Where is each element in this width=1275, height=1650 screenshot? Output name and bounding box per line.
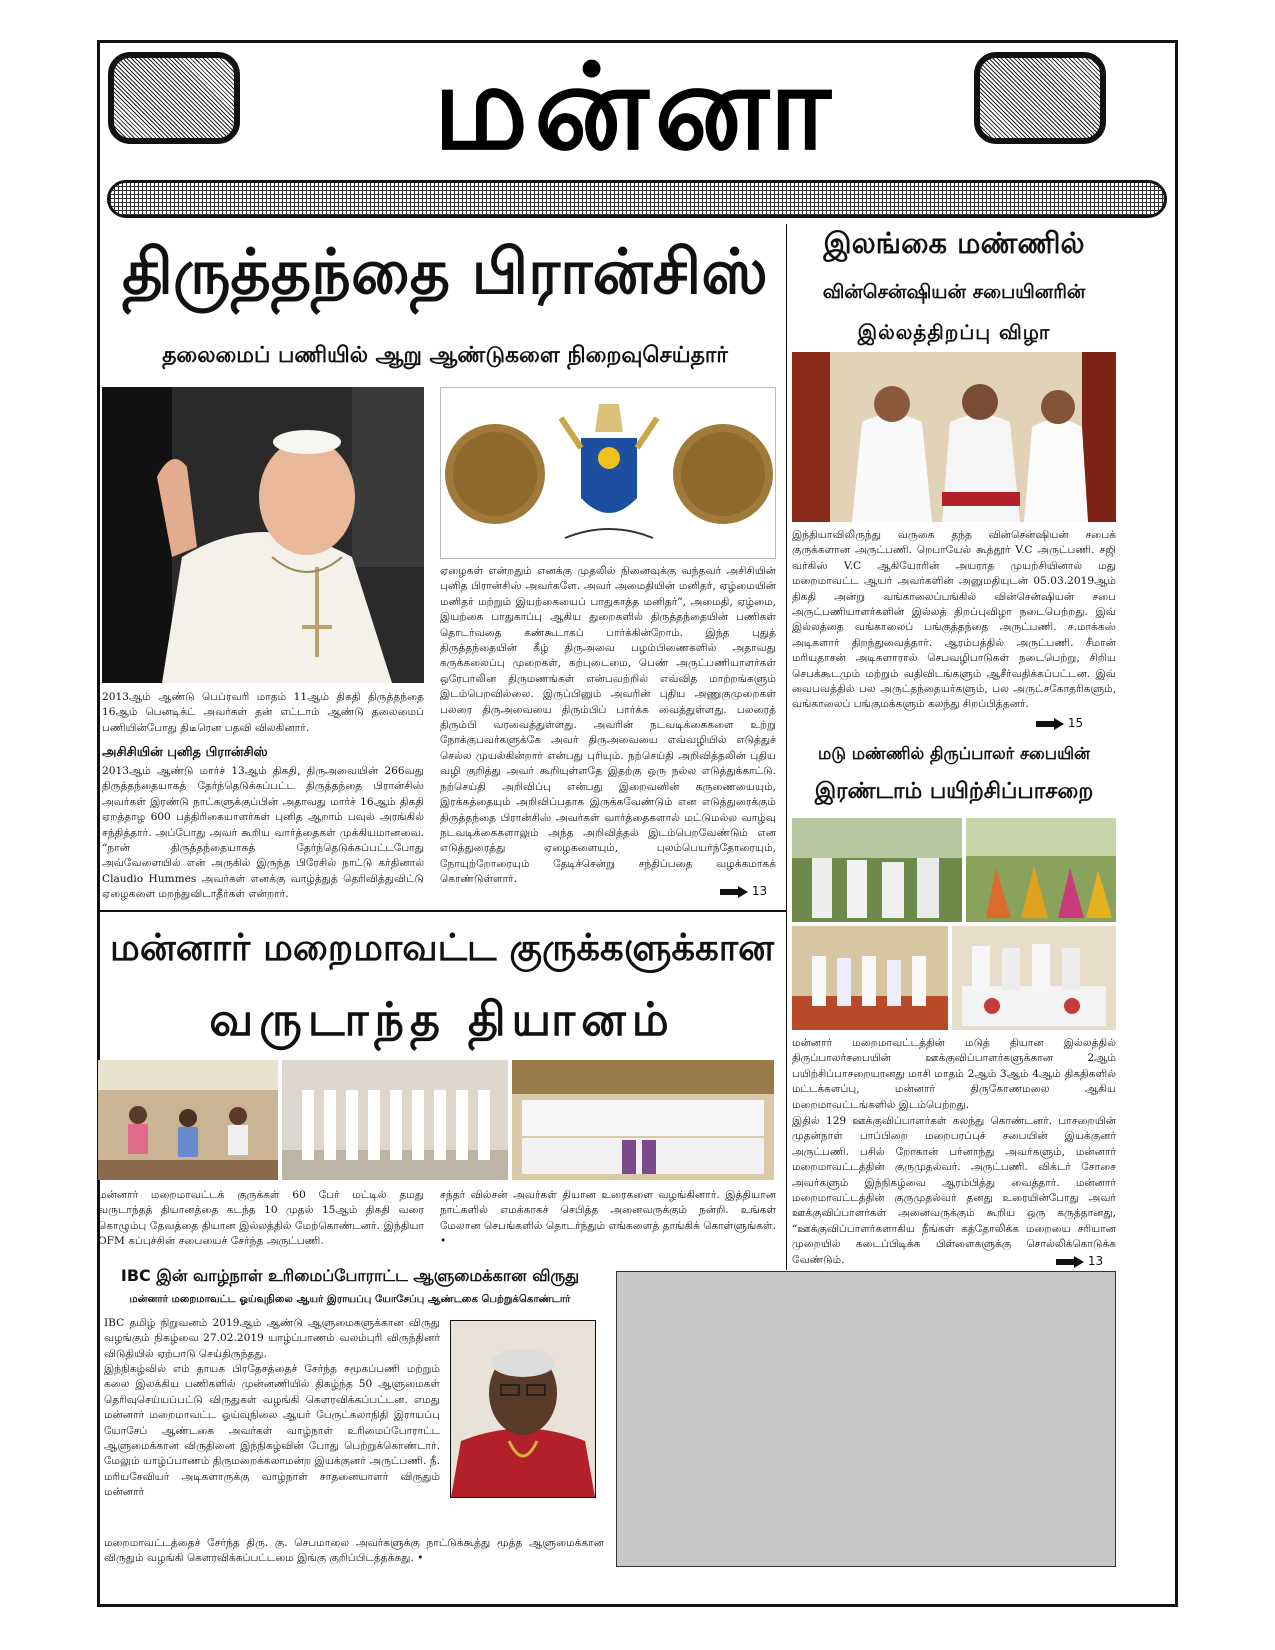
retreat-paragraph-2: சந்தர் வில்சன் அவர்கள் தியான உரைகளை வழங்கினார். இத்தியான நாட்களில் எமக்காகச் செபித்த அனைவருக்கும் நன்றி. உங்கள் மேலான செபங்களில் தொடர்ந்தும் எங்களைத் தாங்கிக் கொள்ளுங்கள். • bbox=[440, 1189, 776, 1248]
section-rule-retreat bbox=[97, 910, 787, 912]
madhu-photo-3 bbox=[792, 926, 948, 1030]
ibc-paragraph-2: இந்நிகழ்வில் எம் தாயக பிரதேசத்தைச் சேர்ந்த சமூகப்பணி மற்றும் கலை இலக்கிய பணிகளில் முன்னணியில் திகழ்ந்த 50 ஆளுமைகள் தெரிவுசெய்யப்பட்டு விருதுகள் வழங்கி கௌரவிக்கப்பட்டன. எமது மன்னார் மறைமாவட்ட ஓய்வுநிலை ஆயர் பேருட்கலாநிதி இராயப்பு யோசேப் ஆண்டகை அவர்கள் வாழ்நாள் உரிமைப்போராட்ட ஆளுமைக்கான விருதினை இந்நிகழ்வின் போது பெற்றுக்கொண்டார். மேலும் யாழ்ப்பாணம் திருமறைக்கலாமன்ற இயக்குனர் அருட்பணி. நீ. மரியசேவியர் அடிகளாருக்கு வாழ்நாள் சாதனையாளர் விருதும் மன்னார் bbox=[104, 1363, 440, 1499]
madhu-continued-page: 13 bbox=[1087, 1254, 1104, 1268]
retreat-headline-2: வருடாந்த தியானம் bbox=[209, 992, 675, 1046]
continue-arrow-icon bbox=[720, 886, 748, 898]
lead-subheadline: தலைமைப் பணியில் ஆறு ஆண்டுகளை நிறைவுசெய்தார் bbox=[162, 343, 728, 368]
masthead-grid-band bbox=[107, 180, 1167, 218]
madhu-paragraph-2: இதில் 129 ஊக்குவிப்பாளர்கள் கலந்து கொண்டனர். பாசறையின் முதன்நாள் பாப்பிறை மறைபரப்புச் சபையின் இயக்குனர் அருட்பணி. பசில் றோகான் பர்னாந்து அவர்களும், மன்னார் மறைமாவட்டத்தின் குருமுதல்வர். அருட்பணி. விக்டர் சோசை அவர்களும் இந்நிகழ்வை ஆரம்பித்து வைத்தார். மன்னார் மறைமாவட்டத்தின் குருமுதல்வர் தனது உரையின்போது அவர் ஊக்குவிப்பாளர்கள் அனைவருக்கும் கூறிய ஒரு கருத்தானது, “ஊக்குவிப்பாளர்களாகிய நீங்கள் கத்தோலிக்க மறையை சரியான முறையில் கடைப்பிடிக்க பிள்ளைகளுக்கு சொல்லிக்கொடுக்க வேண்டும். bbox=[792, 1115, 1116, 1266]
lead-paragraph-1: 2013ஆம் ஆண்டு பெப்ரவரி மாதம் 11ஆம் திகதி திருத்தந்தை 16ஆம் பெனடிக்ட் அவர்கள் தன் எட்டாம் ஆண்டு தலைமைப் பணியின்போது திடீரென பதவி விலகினார். bbox=[102, 691, 424, 734]
madhu-headline-1: மடு மண்ணில் திருப்பாலர் சபையின் bbox=[817, 744, 1091, 763]
lead-subhead-assisi: அசிசியின் புனித பிரான்சிஸ் bbox=[102, 745, 268, 760]
ibc-headline: IBC இன் வாழ்நாள் உரிமைப்போராட்ட ஆளுமைக்கான விருது bbox=[120, 1266, 580, 1285]
ibc-paragraph-1: IBC தமிழ் நிறுவனம் 2019ஆம் ஆண்டு ஆளுமைகளுக்கான விருது வழங்கும் நிகழ்வை 27.02.2019 யாழ்ப்பாணம் வலம்புரி விருந்தினர் விடுதியில் ஏற்பாடு செய்திருந்தது. bbox=[104, 1317, 440, 1360]
masthead-title: மன்னா bbox=[433, 37, 837, 176]
lead-paragraph-2: 2013ஆம் ஆண்டு மார்ச் 13ஆம் திகதி, திருஅவையின் 266வது திருத்தந்தையாகத் தேர்ந்தெடுக்கப்பட்ட திருத்தந்தை பிரான்சிஸ் அவர்கள் இரண்டு நாட்களுக்குப்பின் அதாவது மார்ச் 16ஆம் திகதி ஏறத்தாழ 600 பத்திரிகையாளர்கள் புனித ஆறாம் பவுல் அரங்கில் சந்தித்தார். அப்போது அவர் கூறிய வார்த்தைகள் முக்கியமானவை. “நான் திருத்தந்தையாகத் தேர்ந்தெடுக்கப்பட்டபோது அவ்வேளையில் என் அருகில் இருந்த பிரேசில் நாட்டு கர்தினால் Claudio Hummes அவர்கள் எனக்கு வாழ்த்துத் தெரிவித்துவிட்டு ஏழைகளை மறந்துவிடாதீர்கள் என்றார். bbox=[102, 765, 424, 901]
vincentian-headline-3: இல்லத்திறப்பு விழா bbox=[857, 320, 1051, 344]
lead-continued-page: 13 bbox=[751, 884, 768, 898]
madhu-paragraph-1: மன்னார் மறைமாவட்டத்தின் மடுத் தியான இல்லத்தில் திருப்பாலர்சபையின் ஊக்குவிப்பாளர்களுக்கான 2ஆம் பயிற்சிப்பாசறையானது மாசி மாதம் 2ஆம் 3ஆம் 4ஆம் திகதிகளில் மட்டக்களப்பு, மன்னார் திருகோணமலை ஆகிய மறைமாவட்டங்களில் இடம்பெற்றது. bbox=[792, 1037, 1116, 1111]
pope-photo bbox=[102, 387, 424, 683]
vincentian-headline-1: இலங்கை மண்ணில் bbox=[823, 226, 1085, 260]
vincentian-continued-marker bbox=[1036, 716, 1083, 730]
retreat-group-photo bbox=[512, 1060, 774, 1180]
madhu-photo-2 bbox=[966, 818, 1116, 922]
retreat-paragraph-1: மன்னார் மறைமாவட்டக் குருக்கள் 60 பேர் மட்டில் தமது வருடாந்தத் தியானத்தை கடந்த 10 முதல் 15ஆம் திகதி வரை கொழும்பு தேவத்தை தியான இல்லத்தில் மேற்கொண்டனர். இந்தியா OFM கப்புச்சின் சபையைச் சேர்ந்த அருட்பணி. bbox=[98, 1189, 424, 1248]
advertisement-placeholder bbox=[616, 1271, 1116, 1567]
medals-coat-of-arms-image bbox=[440, 387, 776, 559]
lead-paragraph-3: ஏழைகள் என்றதும் எனக்கு முதலில் நினைவுக்கு வந்தவர் அசிசியின் புனித பிரான்சிஸ் அவர்களே. அவர் அமைதியின் மனிதர், ஏழ்மையின் மனிதர் மற்றும் இயற்கையைப் பாதுகாத்த மனிதர்”, அமைதி, ஏழ்மை, இயற்கை பாதுகாப்பு ஆகிய துறைகளில் திருத்தந்தையின் பணிகள் தொடர்வதை கண்கூடாகப் பார்க்கின்றோம். இந்த புதுத் திருத்தந்தையின் கீழ் திருஅவை பழம்பிணைகளில் அதாவது கருக்கலைப்பு முறைகள், கற்புடைமை, பெண் அருட்பணியாளர்கள் ஒரேபாலின திருமணங்கள் என்பவற்றில் எவ்வித மாற்றங்களும் இடம்பெறவில்லை. இருப்பினும் அவரின் புதிய அணுகுமுறைகள் பலரை திருஅவையை திரும்பிப் பார்க்க வைத்துள்ளது. பலரைத் திரும்பி வரவைத்துள்ளது. அவரின் நடவடிக்கைகளை உற்று நோக்குபவர்களுக்கே அவர் திருஅவையை எவ்வழியில் எடுத்துச் செல்ல முயல்கின்றார் என்பது புரியும். நற்செய்தி அறிவித்தலின் புதிய வழி குறித்து அவர் கூறியுள்ளதே இதற்கு ஒரு நல்ல எடுத்துக்காட்டு. நற்செய்தி அறிவிப்பு என்பது இறைவனின் கருணையையும், இரக்கத்தையும் அறிவிப்பதாக இருக்கவேண்டும் என எடுத்துரைக்கும் திருத்தந்தை பிரான்சிஸ் அவர்கள் வார்த்தைகளால் மட்டுமல்ல வாழ்வு நடவடிக்கைகளாலும் அந்த அறிவித்தல் இடம்பெறவேண்டும் என எடுத்துரைத்து ஏழைகளையும், புலம்பெயர்ந்தோரையும், நோயுற்றோரையும் தேடிச்சென்று சந்திப்பதை வழக்கமாகக் கொண்டுள்ளார். bbox=[440, 565, 776, 886]
lead-headline: திருத்தந்தை பிரான்சிஸ் bbox=[122, 235, 768, 308]
retreat-photo-2 bbox=[282, 1060, 508, 1180]
continue-arrow-icon bbox=[1036, 718, 1064, 730]
column-rule-right bbox=[786, 224, 787, 1270]
madhu-photo-1 bbox=[792, 818, 962, 922]
vincentian-continued-page: 15 bbox=[1067, 716, 1084, 730]
vincentian-opening-photo bbox=[792, 352, 1116, 522]
continue-arrow-icon bbox=[1056, 1256, 1084, 1268]
ibc-paragraph-3: மறைமாவட்டத்தைச் சேர்ந்த திரு. கு. செபமாலை அவர்களுக்கு நாட்டுக்கூத்து மூத்த ஆளுமைக்கான விருதும் வழங்கி கௌரவிக்கப்பட்டமை இங்கு குறிப்பிடத்தக்கது. • bbox=[104, 1537, 604, 1565]
madhu-photo-4 bbox=[952, 926, 1116, 1030]
madhu-continued-marker bbox=[1056, 1254, 1103, 1268]
hatch-box-left bbox=[108, 52, 240, 144]
retreat-photo-1 bbox=[98, 1060, 278, 1180]
ibc-subheadline: மன்னார் மறைமாவட்ட ஓய்வுநிலை ஆயர் இராயப்பு யோசேப்பு ஆண்டகை பெற்றுக்கொண்டார் bbox=[129, 1294, 571, 1305]
madhu-headline-2: இரண்டாம் பயிற்சிப்பாசறை bbox=[814, 779, 1094, 804]
retreat-headline-1: மன்னார் மறைமாவட்ட குருக்களுக்கான bbox=[110, 926, 774, 969]
vincentian-headline-2: வின்சென்ஷியன் சபையினரின் bbox=[822, 281, 1086, 303]
vincentian-paragraph: இந்தியாவிலிருந்து வருகை தந்த வின்சென்ஷியன் சபைக் குருக்களான அருட்பணி. றெபாயேல் கூத்தூர் V.C அருட்பணி. சஜி வர்கிஸ் V.C ஆகியோரின் அயராத முயற்சியினால் மது மறைமாவட்ட ஆயர் அவர்களின் அனுமதியுடன் 05.03.2019ஆம் திகதி அன்று வங்காலைப்பங்கில் வின்சென்ஷியன் சபை அருட்பணியாளர்களின் இல்லத் திறப்புவிழா நடைபெற்றது. இவ் இல்லத்தை வங்காலைப் பங்குத்தந்தை அருட்பணி. ச.மாக்கஸ் அடிகளார் திறந்துவைத்தார். ஆரம்பத்தில் அருட்பணி. சீமான் மரியதாசன் அடிகளாரால் செபவழிபாடுகள் நடைபெற்று, சிறிய செபக்கூடமும் மற்றும் வதிவிடங்களும் ஆசீர்வதிக்கப்பட்டன. இவ் வைபவத்தில் பல அருட்தந்தையர்களும், பல அருட்சகோதரிகளும், வங்காலைப் பங்குமக்களும் கலந்து சிறப்பித்தனர். bbox=[792, 529, 1116, 711]
lead-continued-marker bbox=[720, 884, 767, 898]
bishop-portrait bbox=[450, 1320, 596, 1498]
